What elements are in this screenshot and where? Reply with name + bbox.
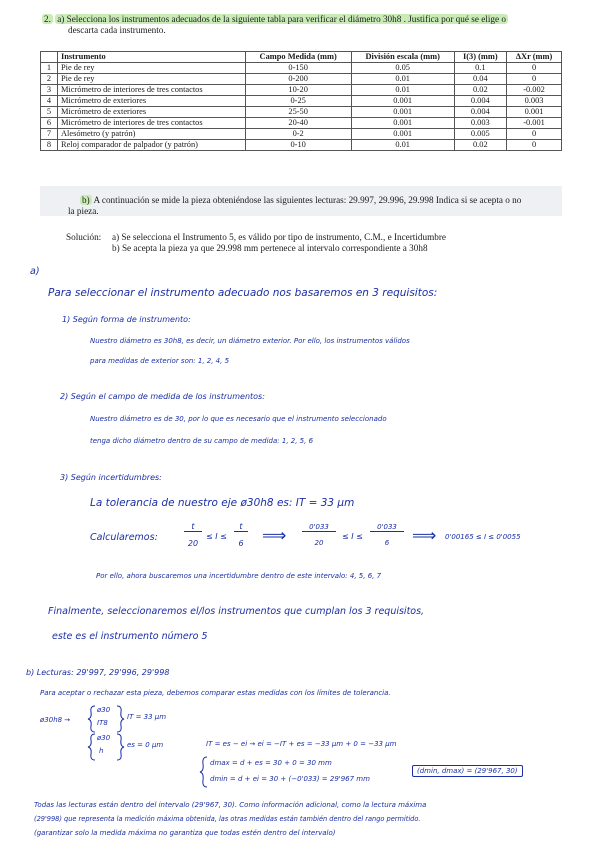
table-cell: 0.001 <box>351 107 454 118</box>
row-number: 4 <box>41 96 58 107</box>
table-cell: 0-150 <box>245 63 351 74</box>
part-b-question <box>80 195 570 206</box>
table-cell: -0.002 <box>507 85 562 96</box>
table-cell: 0.05 <box>351 63 454 74</box>
instrument-name: Micrómetro de exteriores <box>58 107 246 118</box>
table-row <box>41 96 562 107</box>
table-header: Campo Medida (mm) <box>245 52 351 63</box>
hw-calc-mid-2: ≤ I ≤ <box>342 532 363 541</box>
solution-a: a) Se selecciona el Instrumento 5, es válido por tipo de instrumento, C.M., e Incertidumbre <box>112 232 446 242</box>
table-cell: 20-40 <box>245 118 351 129</box>
row-number: 2 <box>41 74 58 85</box>
table-row <box>41 129 562 140</box>
table-header-row <box>41 52 562 63</box>
hw-frac2-num: t <box>234 522 248 532</box>
hw-frac3-num: 0'033 <box>302 523 336 532</box>
hw-b-intro: Para aceptar o rechazar esta pieza, debemos comparar estas medidas con los límites de tolerancia. <box>40 689 391 697</box>
hw-intro: Para seleccionar el instrumento adecuado nos basaremos en 3 requisitos: <box>48 287 438 299</box>
brace-icon <box>116 733 124 761</box>
hw-frac1-den: 20 <box>187 539 199 548</box>
table-header: I(3) (mm) <box>454 52 507 63</box>
instrument-name: Reloj comparador de palpador (y patrón) <box>58 140 246 151</box>
row-number: 7 <box>41 129 58 140</box>
table-cell: 0-200 <box>245 74 351 85</box>
brace-icon <box>116 705 124 733</box>
hw-b-concl1: Todas las lecturas están dentro del intervalo (29'967, 30). Como información adicional, como la lectura máxima <box>34 801 427 809</box>
arrow-icon: ⟹ <box>412 526 437 546</box>
instrument-name: Pie de rey <box>58 63 246 74</box>
hw-req2-title: 2) Según el campo de medida de los instrumentos: <box>60 392 265 401</box>
row-number: 8 <box>41 140 58 151</box>
hw-req3-tolerance: La tolerancia de nuestro eje ø30h8 es: IT = 33 µm <box>90 497 355 509</box>
row-number: 3 <box>41 85 58 96</box>
table-cell: 0.001 <box>507 107 562 118</box>
hw-b-interval: (dmin, dmax) = (29'967, 30) <box>412 765 523 777</box>
table-cell: 0.001 <box>351 96 454 107</box>
table-cell: 0 <box>507 63 562 74</box>
hw-req3-conclusion: Por ello, ahora buscaremos una incertidumbre dentro de este intervalo: 4, 5, 6, 7 <box>96 572 382 580</box>
table-cell: 0.02 <box>454 140 507 151</box>
hw-b-label: b) Lecturas: 29'997, 29'996, 29'998 <box>26 668 170 677</box>
instruments-table <box>40 51 562 151</box>
table-header: Instrumento <box>58 52 246 63</box>
instrument-name: Micrómetro de exteriores <box>58 96 246 107</box>
table-cell: 0.005 <box>454 129 507 140</box>
hw-b-o30b: ø30 <box>97 734 111 742</box>
instrument-name: Pie de rey <box>58 74 246 85</box>
table-row <box>41 63 562 74</box>
hw-frac4-num: 0'033 <box>370 523 404 532</box>
hw-b-it8: IT8 <box>97 719 108 727</box>
instrument-name: Micrómetro de interiores de tres contactos <box>58 85 246 96</box>
table-cell: 0.004 <box>454 96 507 107</box>
arrow-icon: ⟹ <box>262 526 287 546</box>
table-cell: 0.1 <box>454 63 507 74</box>
row-number: 6 <box>41 118 58 129</box>
hw-b-concl2: (29'998) que representa la medición máxima obtenida, las otras medidas están también dentro del rango permitido. <box>34 815 421 823</box>
question-part-a: a) Selecciona los instrumentos adecuados de la siguiente tabla para verificar el diámetro 30h8 . Justifica por qué se elige o <box>57 14 506 24</box>
hw-req1-line2: para medidas de exterior son: 1, 2, 4, 5 <box>90 357 230 365</box>
table-cell: 0.001 <box>351 129 454 140</box>
table-cell: 0.001 <box>351 118 454 129</box>
question-header <box>42 14 562 25</box>
hw-req3-title: 3) Según incertidumbres: <box>60 473 162 482</box>
hw-calc-label: Calcularemos: <box>90 532 158 543</box>
hw-frac1-num: t <box>184 522 202 532</box>
hw-b-es: es = 0 µm <box>127 741 164 749</box>
brace-icon <box>200 756 208 788</box>
table-row <box>41 107 562 118</box>
table-cell: 0 <box>507 74 562 85</box>
row-number: 1 <box>41 63 58 74</box>
row-number: 5 <box>41 107 58 118</box>
table-cell: 0 <box>507 140 562 151</box>
table-row <box>41 85 562 96</box>
table-cell: 0-2 <box>245 129 351 140</box>
hw-b-it: IT = 33 µm <box>127 713 167 721</box>
hw-final-line1: Finalmente, seleccionaremos el/los instrumentos que cumplan los 3 requisitos, <box>48 606 425 617</box>
hw-frac4-den: 6 <box>384 539 390 547</box>
hw-b-ei: IT = es − ei → ei = −IT + es = −33 µm + 0 = −33 µm <box>206 740 397 748</box>
table-cell: 0.01 <box>351 74 454 85</box>
brace-icon <box>88 705 96 733</box>
table-row <box>41 140 562 151</box>
hw-frac2-den: 6 <box>238 539 244 548</box>
table-cell: 0.003 <box>507 96 562 107</box>
hw-b-h: h <box>99 747 104 755</box>
table-cell: 0.01 <box>351 85 454 96</box>
solution-label: Solución: <box>66 232 102 242</box>
hw-frac3-den: 20 <box>314 539 324 547</box>
table-header: ΔXr (mm) <box>507 52 562 63</box>
table-cell: 10-20 <box>245 85 351 96</box>
table-header: División escala (mm) <box>351 52 454 63</box>
hw-b-shaft: ø30h8 → <box>40 716 71 724</box>
instrument-name: Micrómetro de interiores de tres contactos <box>58 118 246 129</box>
hw-b-dmax: dmax = d + es = 30 + 0 = 30 mm <box>210 759 332 767</box>
part-b-label: b) <box>82 195 90 205</box>
table-cell: 0.02 <box>454 85 507 96</box>
table-cell: 0-10 <box>245 140 351 151</box>
hw-b-concl3: (garantizar solo la medida máxima no garantiza que todas estén dentro del intervalo) <box>34 829 336 837</box>
table-cell: 0.003 <box>454 118 507 129</box>
table-cell: 0.04 <box>454 74 507 85</box>
hw-req2-line1: Nuestro diámetro es de 30, por lo que es necesario que el instrumento seleccionado <box>90 415 387 423</box>
hw-calc-mid: ≤ I ≤ <box>206 532 227 541</box>
hw-b-dmin: dmin = d + ei = 30 + (−0'033) = 29'967 mm <box>210 775 370 783</box>
question-part-a-cont: descarta cada instrumento. <box>68 25 166 35</box>
hw-req2-line2: tenga dicho diámetro dentro de su campo de medida: 1, 2, 5, 6 <box>90 437 314 445</box>
hw-req1-line1: Nuestro diámetro es 30h8, es decir, un diámetro exterior. Por ello, los instrumentos válidos <box>90 337 410 345</box>
table-cell: 0 <box>507 129 562 140</box>
question-number: 2. <box>44 14 51 24</box>
table-row <box>41 74 562 85</box>
solution-b: b) Se acepta la pieza ya que 29.998 mm pertenece al intervalo correspondiente a 30h8 <box>112 243 428 253</box>
brace-icon <box>88 733 96 761</box>
part-b-text-cont: la pieza. <box>68 206 99 216</box>
hw-b-o30: ø30 <box>97 706 111 714</box>
table-cell: 0.004 <box>454 107 507 118</box>
table-cell: 0.01 <box>351 140 454 151</box>
part-b-text: A continuación se mide la pieza obteniéndose las siguientes lecturas: 29.997, 29.996, 29.998 Indica si se acepta o no <box>93 195 522 205</box>
hw-req1-title: 1) Según forma de instrumento: <box>62 315 191 324</box>
table-cell: -0.001 <box>507 118 562 129</box>
hw-a-label: a) <box>30 266 40 277</box>
table-cell: 25-50 <box>245 107 351 118</box>
hw-final-line2: este es el instrumento número 5 <box>52 631 208 642</box>
table-row <box>41 118 562 129</box>
table-cell: 0-25 <box>245 96 351 107</box>
instrument-name: Alesómetro (y patrón) <box>58 129 246 140</box>
table-header <box>41 52 58 63</box>
hw-calc-result: 0'00165 ≤ I ≤ 0'0055 <box>445 533 521 541</box>
